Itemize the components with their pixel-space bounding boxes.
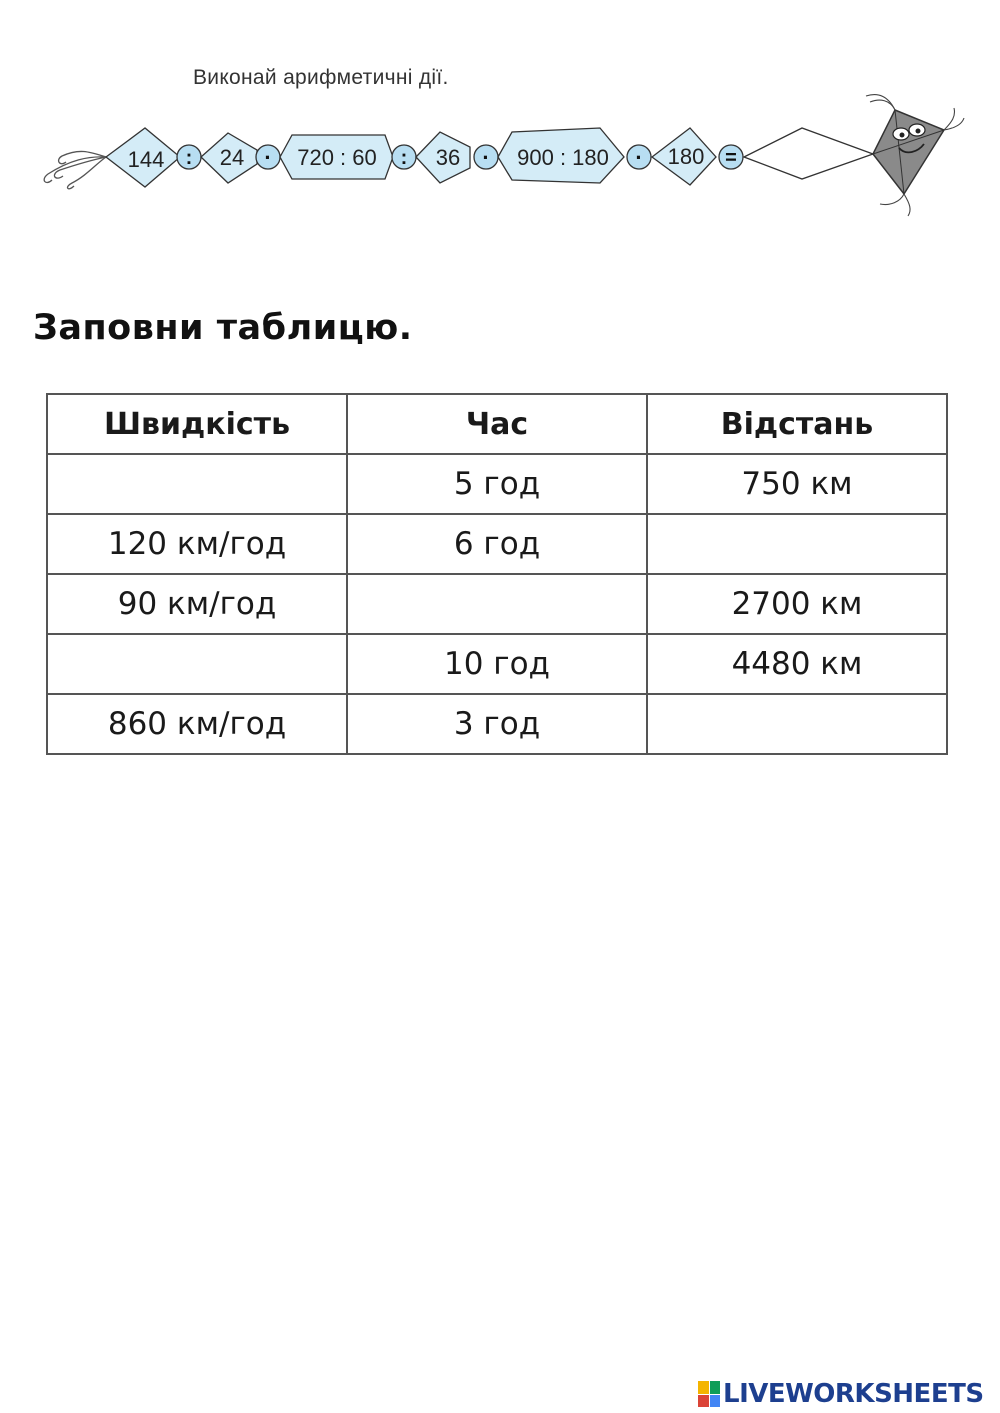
cell-speed[interactable]: [47, 454, 347, 514]
cell-time[interactable]: [347, 574, 647, 634]
fill-table: [46, 393, 948, 755]
kite-tail-icon: [44, 151, 106, 188]
cell-speed: 120 км/год: [47, 514, 347, 574]
chain-operator-label-1: :: [185, 147, 193, 169]
arithmetic-chain: [0, 90, 1000, 220]
cell-speed: 860 км/год: [47, 694, 347, 754]
cell-speed: 90 км/год: [47, 574, 347, 634]
kite-face-icon: [866, 95, 964, 216]
table-row: [47, 514, 947, 574]
cell-speed[interactable]: [47, 634, 347, 694]
chain-operator-label-2: ·: [264, 145, 272, 170]
answer-shape[interactable]: [744, 128, 873, 179]
header-distance: Відстань: [647, 394, 947, 454]
cell-time: 10 год: [347, 634, 647, 694]
chain-operator-label-6: =: [725, 147, 737, 169]
chain-number-1: 144: [127, 147, 165, 172]
exercise1-instruction: Виконай арифметичні дії.: [193, 66, 449, 89]
cell-distance[interactable]: [647, 694, 947, 754]
cell-time: 5 год: [347, 454, 647, 514]
exercise2-instruction: Заповни таблицю.: [33, 308, 413, 348]
cell-distance: 750 км: [647, 454, 947, 514]
chain-operator-label-3: :: [400, 147, 408, 169]
logo-mark-icon: [698, 1381, 720, 1407]
chain-operator-label-4: ·: [482, 145, 490, 170]
logo-text: LIVEWORKSHEETS: [723, 1379, 984, 1409]
table-row: [47, 694, 947, 754]
chain-number-6: 180: [667, 144, 705, 169]
cell-distance: 2700 км: [647, 574, 947, 634]
chain-number-5: 900 : 180: [517, 145, 609, 170]
chain-number-4: 36: [435, 145, 461, 170]
cell-time: 3 год: [347, 694, 647, 754]
chain-operator-label-5: ·: [635, 145, 643, 170]
table-row: [47, 634, 947, 694]
table-row: [47, 574, 947, 634]
cell-distance: 4480 км: [647, 634, 947, 694]
liveworksheets-logo: [698, 1378, 984, 1410]
table-row: [47, 454, 947, 514]
cell-time: 6 год: [347, 514, 647, 574]
header-time: Час: [347, 394, 647, 454]
cell-distance[interactable]: [647, 514, 947, 574]
header-speed: Швидкість: [47, 394, 347, 454]
chain-number-3: 720 : 60: [297, 145, 377, 170]
chain-number-2: 24: [219, 145, 245, 170]
table-header-row: [47, 394, 947, 454]
